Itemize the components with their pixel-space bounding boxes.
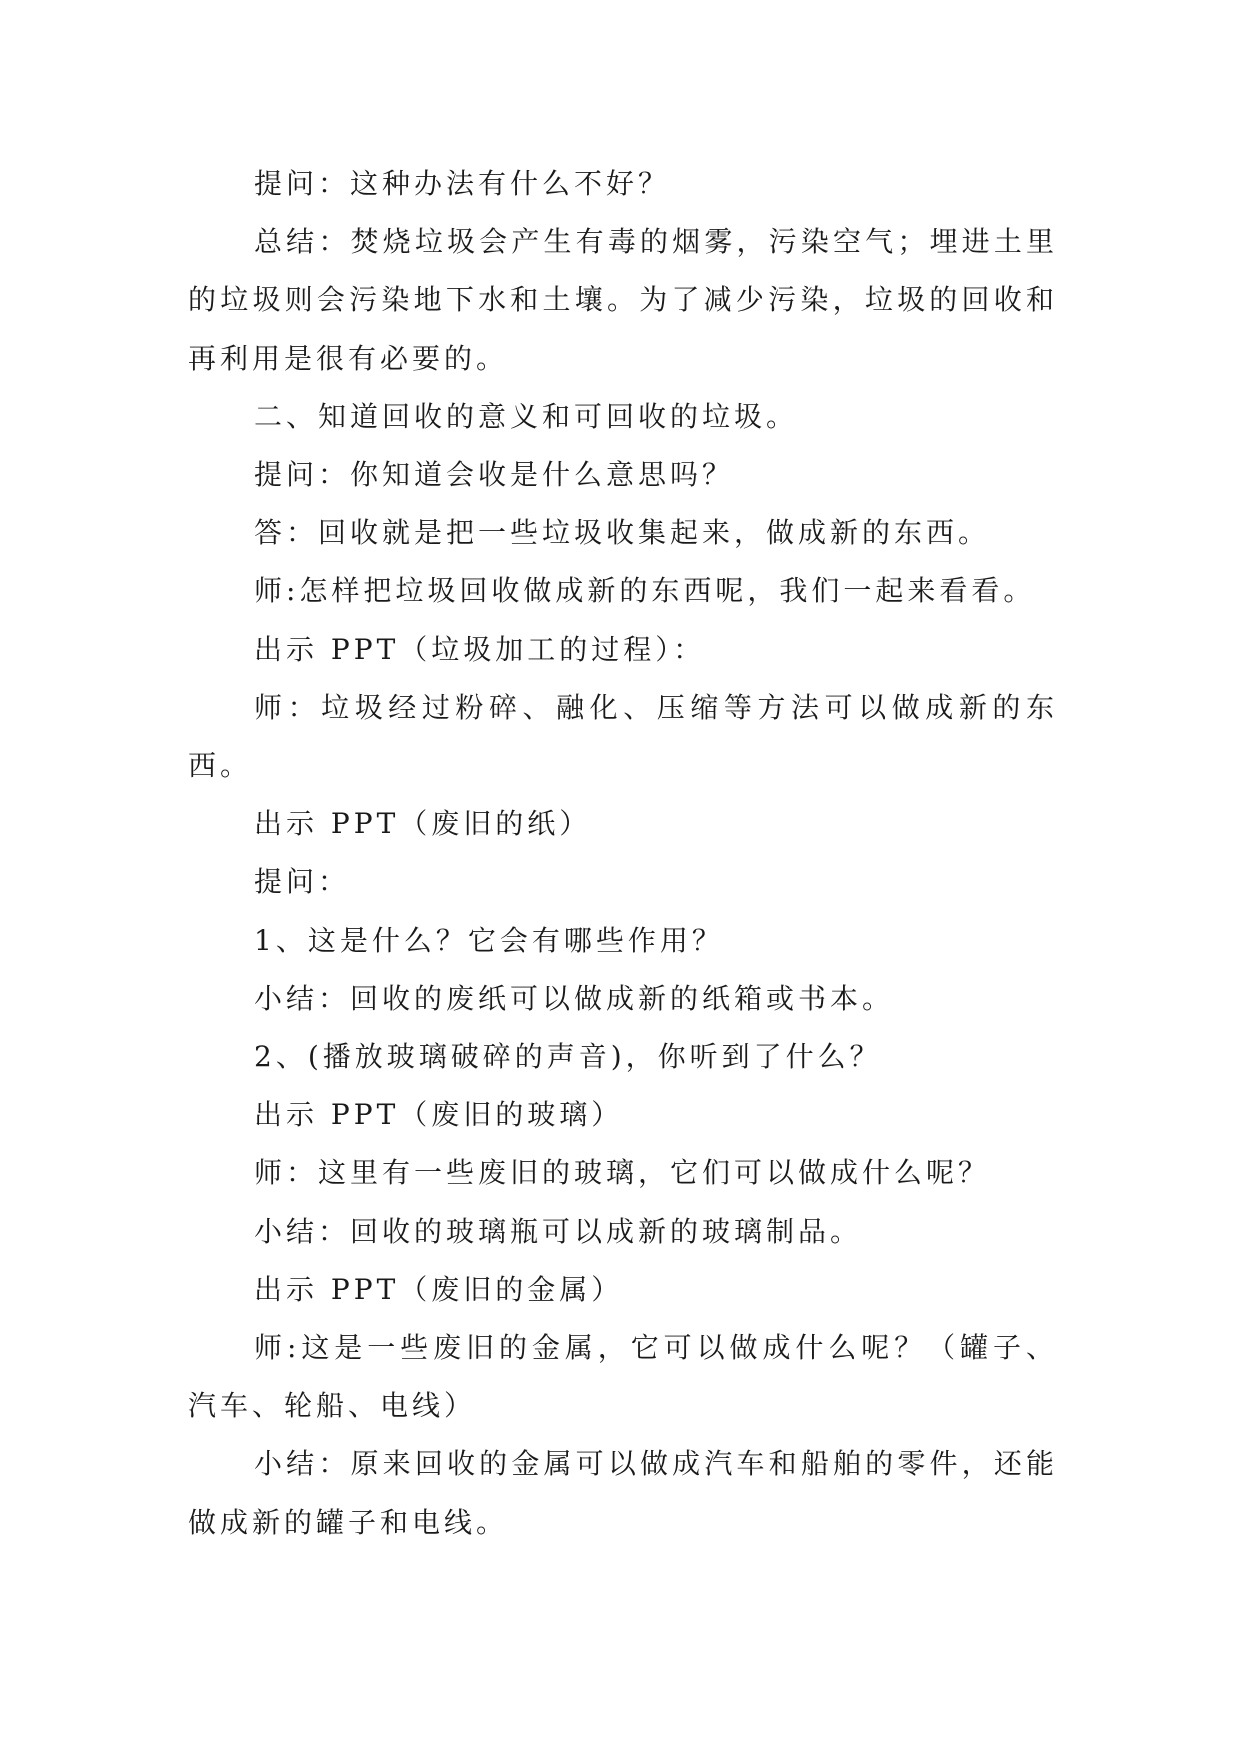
paragraph: 1、这是什么？它会有哪些作用？ xyxy=(254,923,724,957)
paragraph: 出示 PPT（废旧的纸） xyxy=(254,807,592,841)
paragraph: 提问：这种办法有什么不好？ xyxy=(254,167,671,200)
paragraph: 师：垃圾经过粉碎、融化、压缩等方法可以做成新的东西。 xyxy=(188,690,1058,783)
document-body xyxy=(188,155,1058,1552)
paragraph: 师：这里有一些废旧的玻璃，它们可以做成什么呢？ xyxy=(254,1156,991,1190)
paragraph: 小结：原来回收的金属可以做成汽车和船舶的零件，还能做成新的罐子和电线。 xyxy=(188,1447,1058,1539)
paragraph: 出示 PPT（垃圾加工的过程）： xyxy=(254,632,706,666)
section-heading: 二、知道回收的意义和可回收的垃圾。 xyxy=(254,399,799,433)
paragraph: 2、(播放玻璃破碎的声音)，你听到了什么？ xyxy=(254,1040,882,1074)
paragraph: 出示 PPT（废旧的玻璃） xyxy=(254,1098,624,1132)
paragraph: 师:这是一些废旧的金属，它可以做成什么呢？（罐子、汽车、轮船、电线） xyxy=(188,1331,1058,1423)
paragraph: 提问：你知道会收是什么意思吗？ xyxy=(254,458,735,492)
paragraph: 师:怎样把垃圾回收做成新的东西呢，我们一起来看看。 xyxy=(254,574,1036,608)
paragraph: 答：回收就是把一些垃圾收集起来，做成新的东西。 xyxy=(254,516,991,550)
paragraph: 小结：回收的废纸可以做成新的纸箱或书本。 xyxy=(254,981,895,1015)
paragraph: 小结：回收的玻璃瓶可以成新的玻璃制品。 xyxy=(254,1214,863,1248)
paragraph: 出示 PPT（废旧的金属） xyxy=(254,1272,624,1306)
paragraph: 提问： xyxy=(254,865,351,899)
paragraph: 总结：焚烧垃圾会产生有毒的烟雾，污染空气；埋进土里的垃圾则会污染地下水和土壤。为了减少污染，垃圾的回收和再利用是很有必要的。 xyxy=(188,225,1058,375)
